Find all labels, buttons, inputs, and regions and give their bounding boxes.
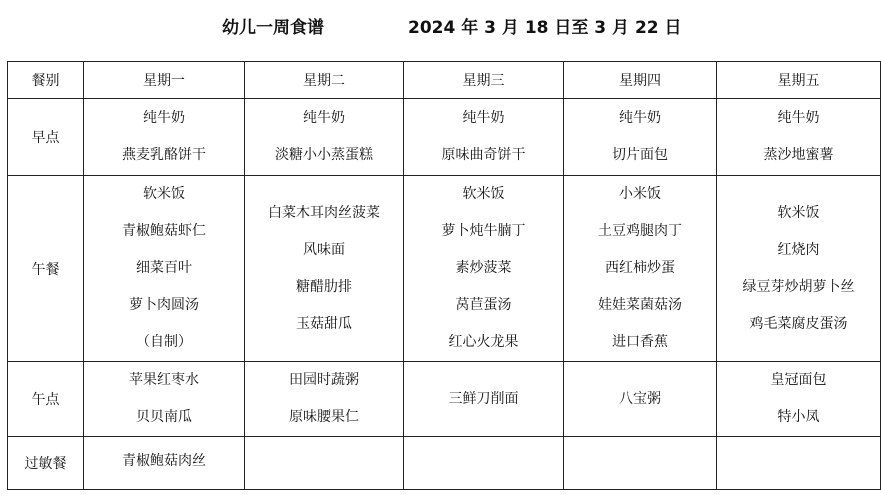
date-range: 2024 年 3 月 18 日至 3 月 22 日 <box>408 18 682 38</box>
meal-label: 过敏餐 <box>8 437 84 490</box>
dish-item: 糖醋肋排 <box>296 278 352 295</box>
menu-cell <box>564 176 717 362</box>
dish-item: 特小凤 <box>777 409 820 425</box>
dish-item: 西红柿炒蛋 <box>605 260 675 276</box>
dish-item: 细菜百叶 <box>136 260 192 276</box>
menu-cell <box>84 176 245 362</box>
menu-cell <box>564 99 717 176</box>
menu-cell <box>245 437 404 490</box>
header <box>0 13 881 39</box>
day-header: 星期二 <box>245 62 404 99</box>
dish-item: 鸡毛菜腐皮蛋汤 <box>749 315 848 332</box>
table-row <box>8 99 881 176</box>
menu-cell <box>245 99 404 176</box>
meal-label: 早点 <box>8 99 84 176</box>
menu-cell <box>84 362 245 437</box>
dish-item: 纯牛奶 <box>777 110 820 126</box>
dish-item: 原味腰果仁 <box>289 409 359 425</box>
dish-item: 土豆鸡腿肉丁 <box>598 223 682 239</box>
table-row <box>8 437 881 490</box>
day-header: 星期四 <box>564 62 717 99</box>
menu-cell <box>245 362 404 437</box>
menu-cell <box>564 362 717 437</box>
menu-cell <box>717 99 881 176</box>
weekly-menu-table <box>7 61 881 490</box>
dish-item: 切片面包 <box>612 147 668 163</box>
dish-item: 绿豆芽炒胡萝卜丝 <box>742 278 855 295</box>
table-row <box>8 176 881 362</box>
dish-item: 皇冠面包 <box>770 372 827 388</box>
dish-item: 莴苣蛋汤 <box>455 297 512 313</box>
dish-item: 素炒菠菜 <box>455 260 512 276</box>
dish-item: 青椒鲍菇肉丝 <box>122 453 206 469</box>
dish-item: 进口香蕉 <box>612 334 668 350</box>
dish-item: 小米饭 <box>619 186 661 202</box>
dish-item: 萝卜肉圆汤 <box>129 297 199 313</box>
dish-item: 软米饭 <box>462 186 505 202</box>
dish-item: 玉菇甜瓜 <box>296 315 352 332</box>
table-row <box>8 362 881 437</box>
dish-item: 白菜木耳肉丝菠菜 <box>268 204 380 221</box>
dish-item: 八宝粥 <box>619 390 661 407</box>
dish-item: 红心火龙果 <box>448 334 519 350</box>
menu-cell <box>84 99 245 176</box>
dish-item: 田园时蔬粥 <box>289 372 359 388</box>
dish-item: 蒸沙地蜜薯 <box>763 147 834 163</box>
menu-cell <box>404 437 564 490</box>
menu-cell <box>404 99 564 176</box>
dish-item: 贝贝南瓜 <box>136 409 192 425</box>
day-header: 星期一 <box>84 62 245 99</box>
meal-label: 午餐 <box>8 176 84 362</box>
dish-item: 软米饭 <box>143 186 185 202</box>
table-header-row <box>8 62 881 99</box>
day-header: 星期三 <box>404 62 564 99</box>
dish-item: 红烧肉 <box>777 241 820 258</box>
menu-cell <box>84 437 245 490</box>
dish-item: 风味面 <box>303 241 345 258</box>
meal-label: 午点 <box>8 362 84 437</box>
dish-item: 三鲜刀削面 <box>448 390 519 407</box>
dish-item: 苹果红枣水 <box>129 372 199 388</box>
menu-cell <box>717 362 881 437</box>
menu-cell <box>717 176 881 362</box>
page-title: 幼儿一周食谱 <box>222 18 324 38</box>
dish-item: 燕麦乳酪饼干 <box>122 147 206 163</box>
dish-item: 纯牛奶 <box>143 110 185 126</box>
dish-item: 纯牛奶 <box>462 110 505 126</box>
dish-item: 原味曲奇饼干 <box>441 147 526 163</box>
menu-cell <box>404 176 564 362</box>
day-header: 星期五 <box>717 62 881 99</box>
menu-cell <box>717 437 881 490</box>
menu-cell <box>245 176 404 362</box>
dish-item: 纯牛奶 <box>619 110 661 126</box>
menu-cell <box>564 437 717 490</box>
dish-item: 萝卜炖牛腩丁 <box>441 223 526 239</box>
dish-item: 青椒鲍菇虾仁 <box>122 223 206 239</box>
dish-item: 淡糖小小蒸蛋糕 <box>275 147 373 163</box>
dish-item: 纯牛奶 <box>303 110 345 126</box>
dish-item: （自制） <box>136 334 192 350</box>
dish-item: 娃娃菜菌菇汤 <box>598 297 682 313</box>
corner-header: 餐别 <box>8 62 84 99</box>
menu-cell <box>404 362 564 437</box>
dish-item: 软米饭 <box>777 204 820 221</box>
